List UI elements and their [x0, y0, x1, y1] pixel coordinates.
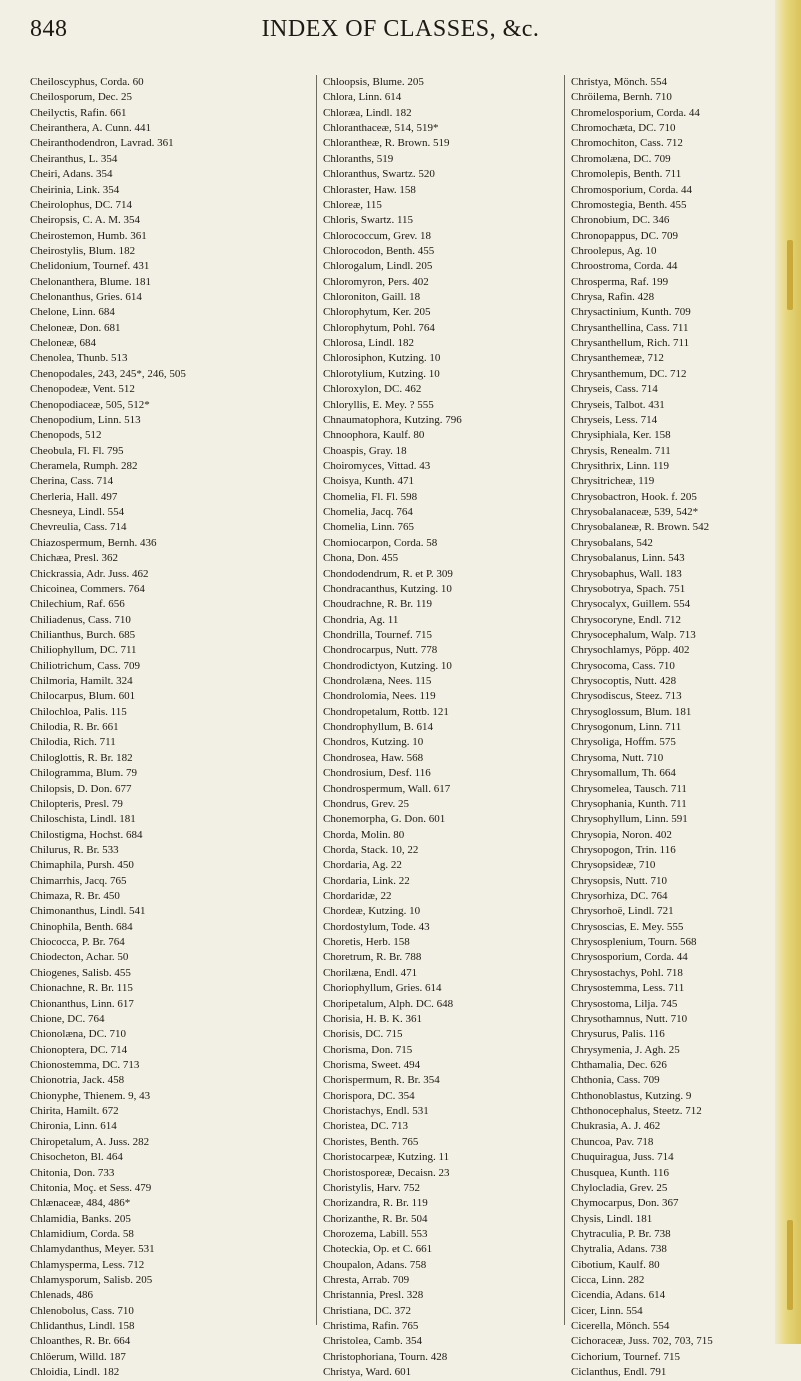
index-entry: Chromochæta, DC. 710 — [571, 122, 676, 135]
index-entry: Chondrosium, Desf. 116 — [323, 767, 431, 780]
index-entry: Chrysoliga, Hoffm. 575 — [571, 736, 676, 749]
index-entry: Chlænaceæ, 484, 486* — [30, 1197, 131, 1210]
index-entry: Chordaria, Link. 22 — [323, 874, 410, 887]
page-header — [30, 16, 771, 56]
index-entry: Chorizandra, R. Br. 119 — [323, 1197, 428, 1210]
index-entry: Chnaumatophora, Kutzing. 796 — [323, 413, 462, 426]
index-entry: Chorispermum, R. Br. 354 — [323, 1074, 440, 1087]
index-entry: Chilianthus, Burch. 685 — [30, 628, 136, 641]
index-entry: Chlorophytum, Pohl. 764 — [323, 321, 435, 334]
index-entry: Chenopodeæ, Vent. 512 — [30, 383, 135, 396]
index-entry: Chrysitricheæ, 119 — [571, 475, 655, 488]
index-entry: Cherina, Cass. 714 — [30, 475, 114, 488]
index-entry: Christima, Rafin. 765 — [323, 1320, 419, 1333]
index-entry: Chelone, Linn. 684 — [30, 306, 115, 319]
index-entry: Chorizanthe, R. Br. 504 — [323, 1212, 428, 1225]
index-entry: Chilopteris, Presl. 79 — [30, 797, 123, 810]
index-entry: Chloræa, Lindl. 182 — [323, 106, 412, 119]
index-entry: Cheiri, Adans. 354 — [30, 168, 113, 181]
index-entry: Cheloneæ, 684 — [30, 337, 96, 350]
index-entry: Chrysostoma, Lilja. 745 — [571, 997, 678, 1010]
index-entry: Ciclanthus, Endl. 791 — [571, 1366, 667, 1379]
edge-stain — [787, 240, 793, 310]
index-entry: Cheiranthera, A. Cunn. 441 — [30, 122, 151, 135]
index-entry: Chusquea, Kunth. 116 — [571, 1166, 669, 1179]
index-entry: Chrosperma, Raf. 199 — [571, 275, 669, 288]
index-entry: Chondodendrum, R. et P. 309 — [323, 567, 453, 580]
index-entry: Chilechium, Raf. 656 — [30, 598, 125, 611]
index-entry: Chloranthus, Swartz. 520 — [323, 168, 435, 181]
index-entry: Cheiropsis, C. A. M. 354 — [30, 214, 141, 227]
index-entry: Chenopodiaceæ, 505, 512* — [30, 398, 150, 411]
index-entry: Cibotium, Kaulf. 80 — [571, 1258, 660, 1271]
index-entry: Cheramela, Rumph. 282 — [30, 459, 138, 472]
index-entry: Chryseis, Cass. 714 — [571, 383, 658, 396]
index-entry: Chiodecton, Achar. 50 — [30, 951, 129, 964]
index-entry: Chitonia, Don. 733 — [30, 1166, 115, 1179]
index-entry: Chrysostemma, Less. 711 — [571, 982, 685, 995]
index-entry: Chondrus, Grev. 25 — [323, 797, 410, 810]
index-entry: Chrysithrix, Linn. 119 — [571, 459, 669, 472]
index-entry: Chloopsis, Blume. 205 — [323, 76, 424, 88]
index-entry: Cherleria, Hall. 497 — [30, 490, 118, 503]
index-entry: Chloreæ, 115 — [323, 198, 382, 211]
index-entry: Chiliophyllum, DC. 711 — [30, 644, 137, 657]
index-entry: Chorda, Molin. 80 — [323, 828, 405, 841]
index-entry: Cheirinia, Link. 354 — [30, 183, 120, 196]
index-entry: Chelidonium, Tournef. 431 — [30, 260, 150, 273]
index-entry: Chloroxylon, DC. 462 — [323, 383, 422, 396]
index-entry: Chnoophora, Kaulf. 80 — [323, 429, 425, 442]
index-entry: Chromosporium, Corda. 44 — [571, 183, 692, 196]
index-entry: Chondrospermum, Wall. 617 — [323, 782, 451, 795]
index-entry: Chrysobaphus, Wall. 183 — [571, 567, 682, 580]
index-entry: Chilochloa, Palis. 115 — [30, 705, 127, 718]
index-entry: Chytralia, Adans. 738 — [571, 1243, 667, 1256]
index-entry: Chromolepis, Benth. 711 — [571, 168, 682, 181]
index-entry: Chrysosporium, Corda. 44 — [571, 951, 688, 964]
index-entry: Chrysocoryne, Endl. 712 — [571, 613, 681, 626]
index-entry: Christolea, Camb. 354 — [323, 1335, 422, 1348]
index-entry: Chroostroma, Corda. 44 — [571, 260, 678, 273]
index-entry: Chroolepus, Ag. 10 — [571, 244, 657, 257]
index-entry: Chrysocoptis, Nutt. 428 — [571, 675, 677, 688]
index-entry: Chloanthes, R. Br. 664 — [30, 1335, 131, 1348]
index-entry: Cicendia, Adans. 614 — [571, 1289, 666, 1302]
index-entry: Chrysanthellum, Rich. 711 — [571, 337, 690, 350]
index-entry: Chrysobactron, Hook. f. 205 — [571, 490, 697, 503]
index-entry: Cheiranthus, L. 354 — [30, 152, 118, 165]
index-entry: Chrysomelea, Tausch. 711 — [571, 782, 687, 795]
index-entry: Chloris, Swartz. 115 — [323, 214, 414, 227]
index-entry: Cheloneæ, Don. 681 — [30, 321, 121, 334]
index-entry: Chionanthus, Linn. 617 — [30, 997, 134, 1010]
index-entry: Choripetalum, Alph. DC. 648 — [323, 997, 454, 1010]
index-entry: Chrysurus, Palis. 116 — [571, 1028, 665, 1041]
index-entry: Chrysobotrya, Spach. 751 — [571, 582, 686, 595]
index-entry: Chlamidium, Corda. 58 — [30, 1227, 134, 1240]
index-entry: Chorisis, DC. 715 — [323, 1028, 403, 1041]
index-entry: Chrysocoma, Cass. 710 — [571, 659, 675, 672]
index-entry: Cichorium, Tournef. 715 — [571, 1350, 681, 1363]
index-entry: Chromostegia, Benth. 455 — [571, 198, 687, 211]
index-entry: Chirita, Hamilt. 672 — [30, 1105, 119, 1118]
index-entry: Chorisma, Sweet. 494 — [323, 1059, 421, 1071]
index-entry: Chironia, Linn. 614 — [30, 1120, 117, 1133]
index-entry: Chondrophyllum, B. 614 — [323, 721, 434, 734]
index-entry: Chromolæna, DC. 709 — [571, 152, 671, 165]
index-entry: Chordaridæ, 22 — [323, 890, 392, 903]
index-entry: Chrysothamnus, Nutt. 710 — [571, 1012, 688, 1025]
index-entry: Chrysophyllum, Linn. 591 — [571, 813, 688, 826]
index-column-1 — [30, 75, 314, 1379]
index-entry: Chionyphe, Thienem. 9, 43 — [30, 1089, 151, 1102]
index-entry: Chiococca, P. Br. 764 — [30, 936, 125, 949]
index-entry: Choiromyces, Vittad. 43 — [323, 459, 431, 472]
index-entry: Chukrasia, A. J. 462 — [571, 1120, 661, 1133]
index-entry: Chorispora, DC. 354 — [323, 1089, 415, 1102]
index-entry: Chrysanthellina, Cass. 711 — [571, 321, 689, 334]
index-entry: Chionachne, R. Br. 115 — [30, 982, 133, 995]
index-entry: Chionoptera, DC. 714 — [30, 1043, 128, 1056]
index-entry: Chronobium, DC. 346 — [571, 214, 670, 227]
index-entry: Cheirostylis, Blum. 182 — [30, 244, 136, 257]
index-entry: Cicerella, Mönch. 554 — [571, 1320, 670, 1333]
index-entry: Choteckia, Op. et C. 661 — [323, 1243, 433, 1256]
index-entry: Chorisma, Don. 715 — [323, 1043, 413, 1056]
running-title: INDEX OF CLASSES, &c. — [261, 16, 540, 42]
index-entry: Chona, Don. 455 — [323, 552, 399, 565]
index-entry: Chinophila, Benth. 684 — [30, 920, 133, 933]
page-number: 848 — [30, 16, 68, 42]
index-entry: Chrysopsis, Nutt. 710 — [571, 874, 667, 887]
index-entry: Chorda, Stack. 10, 22 — [323, 843, 419, 856]
index-entry: Chlora, Linn. 614 — [323, 91, 402, 104]
index-entry: Chlorosiphon, Kutzing. 10 — [323, 352, 441, 365]
index-entry: Chloranthaceæ, 514, 519* — [323, 122, 439, 135]
index-entry: Chthonia, Cass. 709 — [571, 1074, 660, 1087]
index-entry: Chloranths, 519 — [323, 152, 394, 165]
index-entry: Chrysopia, Noron. 402 — [571, 828, 672, 841]
index-entry: Chondrolæna, Nees. 115 — [323, 675, 432, 688]
index-entry: Chimaza, R. Br. 450 — [30, 890, 120, 903]
index-entry: Chrysogonum, Linn. 711 — [571, 721, 682, 734]
index-entry: Christophoriana, Tourn. 428 — [323, 1350, 448, 1363]
index-entry: Chiloschista, Lindl. 181 — [30, 813, 136, 826]
index-entry: Chondria, Ag. 11 — [323, 613, 399, 626]
index-entry: Chrysorhoë, Lindl. 721 — [571, 905, 674, 918]
index-entry: Chionostemma, DC. 713 — [30, 1059, 140, 1071]
index-entry: Chilodia, R. Br. 661 — [30, 721, 119, 734]
index-entry: Chimonanthus, Lindl. 541 — [30, 905, 146, 918]
index-entry: Chonemorpha, G. Don. 601 — [323, 813, 446, 826]
index-entry: Chorozema, Labill. 553 — [323, 1227, 428, 1240]
index-entry: Chrysosplenium, Tourn. 568 — [571, 936, 697, 949]
index-entry: Chlorococcum, Grev. 18 — [323, 229, 432, 242]
index-entry: Chymocarpus, Don. 367 — [571, 1197, 679, 1210]
index-entry: Cheiloscyphus, Corda. 60 — [30, 76, 144, 88]
index-entry: Chrysoma, Nutt. 710 — [571, 751, 664, 764]
index-entry: Choristes, Benth. 765 — [323, 1135, 419, 1148]
index-entry: Chiliotrichum, Cass. 709 — [30, 659, 140, 672]
index-entry: Chrysobalanaceæ, 539, 542* — [571, 506, 699, 519]
index-entry: Chordaria, Ag. 22 — [323, 859, 402, 872]
index-entry: Choristachys, Endl. 531 — [323, 1105, 429, 1118]
index-entry: Cheirostemon, Humb. 361 — [30, 229, 147, 242]
index-entry: Chiogenes, Salisb. 455 — [30, 966, 131, 979]
index-entry: Choristosporeæ, Decaisn. 23 — [323, 1166, 450, 1179]
index-entry: Chenopodales, 243, 245*, 246, 505 — [30, 367, 186, 380]
index-entry: Chomelia, Jacq. 764 — [323, 506, 413, 519]
index-entry: Chloraster, Haw. 158 — [323, 183, 416, 196]
index-entry: Chondrosea, Haw. 568 — [323, 751, 424, 764]
index-entry: Chlamysporum, Salisb. 205 — [30, 1274, 153, 1287]
index-entry: Chrysoglossum, Blum. 181 — [571, 705, 692, 718]
index-entry: Chenopods, 512 — [30, 429, 102, 442]
page-edge-tint — [775, 0, 801, 1344]
index-entry: Chrysocephalum, Walp. 713 — [571, 628, 696, 641]
index-entry: Chomelia, Linn. 765 — [323, 521, 415, 534]
index-entry: Chionolæna, DC. 710 — [30, 1028, 126, 1041]
index-entry: Chuncoa, Pav. 718 — [571, 1135, 654, 1148]
index-entry: Chylocladia, Grev. 25 — [571, 1181, 668, 1194]
index-entry: Chthonoblastus, Kutzing. 9 — [571, 1089, 692, 1102]
index-entry: Cichoraceæ, Juss. 702, 703, 715 — [571, 1335, 713, 1348]
index-entry: Chlorocodon, Benth. 455 — [323, 244, 435, 257]
index-entry: Chenopodium, Linn. 513 — [30, 413, 141, 426]
index-entry: Chicoinea, Commers. 764 — [30, 582, 145, 595]
index-entry: Chrysostachys, Pohl. 718 — [571, 966, 683, 979]
index-entry: Chiliadenus, Cass. 710 — [30, 613, 131, 626]
index-entry: Chlenobolus, Cass. 710 — [30, 1304, 134, 1317]
index-entry: Chomelia, Fl. Fl. 598 — [323, 490, 418, 503]
index-entry: Chondracanthus, Kutzing. 10 — [323, 582, 452, 595]
index-entry: Chlöerum, Willd. 187 — [30, 1350, 126, 1363]
index-entry: Christannia, Presl. 328 — [323, 1289, 424, 1302]
index-entry: Choristylis, Harv. 752 — [323, 1181, 421, 1194]
index-entry: Chordostylum, Tode. 43 — [323, 920, 430, 933]
index-entry: Chlamidia, Banks. 205 — [30, 1212, 131, 1225]
index-entry: Chondrolomia, Nees. 119 — [323, 690, 436, 703]
index-entry: Chloranthеæ, R. Brown. 519 — [323, 137, 450, 150]
index-entry: Chrysa, Rafin. 428 — [571, 291, 655, 304]
index-entry: Chlamysperma, Less. 712 — [30, 1258, 145, 1271]
index-entry: Choaspis, Gray. 18 — [323, 444, 407, 457]
index-entry: Chondropetalum, Rottb. 121 — [323, 705, 449, 718]
index-entry: Chryseis, Talbot. 431 — [571, 398, 665, 411]
index-entry: Chronopappus, DC. 709 — [571, 229, 678, 242]
index-entry: Christiana, DC. 372 — [323, 1304, 411, 1317]
index-entry: Chlenads, 486 — [30, 1289, 93, 1302]
index-columns — [30, 75, 770, 1379]
index-entry: Chorilæna, Endl. 471 — [323, 966, 418, 979]
index-entry: Chelonanthera, Blume. 181 — [30, 275, 151, 288]
index-entry: Chilostigma, Hochst. 684 — [30, 828, 143, 841]
index-entry: Chrysymenia, J. Agh. 25 — [571, 1043, 680, 1056]
index-entry: Cicer, Linn. 554 — [571, 1304, 643, 1317]
index-entry: Chitonia, Moç. et Sess. 479 — [30, 1181, 152, 1194]
index-entry: Chlorophytum, Ker. 205 — [323, 306, 431, 319]
index-entry: Chrysoscias, E. Mey. 555 — [571, 920, 684, 933]
index-entry: Chloidia, Lindl. 182 — [30, 1366, 120, 1379]
index-entry: Chthamalia, Dec. 626 — [571, 1059, 667, 1071]
index-entry: Chrysopsideæ, 710 — [571, 859, 656, 872]
index-entry: Cheilosporum, Dec. 25 — [30, 91, 133, 104]
index-entry: Chondros, Kutzing. 10 — [323, 736, 424, 749]
index-entry: Chrysorhiza, DC. 764 — [571, 890, 668, 903]
index-entry: Chilurus, R. Br. 533 — [30, 843, 119, 856]
index-entry: Choretis, Herb. 158 — [323, 936, 410, 949]
edge-stain — [787, 1220, 793, 1310]
index-entry: Chevreulia, Cass. 714 — [30, 521, 127, 534]
index-entry: Christya, Mönch. 554 — [571, 76, 667, 88]
index-entry: Chloroniton, Gaill. 18 — [323, 291, 421, 304]
index-entry: Chromelosporium, Corda. 44 — [571, 106, 700, 119]
index-column-2 — [316, 75, 564, 1379]
index-entry: Choristea, DC. 713 — [323, 1120, 408, 1133]
index-entry: Chisocheton, Bl. 464 — [30, 1151, 123, 1164]
index-entry: Chloromyron, Pers. 402 — [323, 275, 429, 288]
index-entry: Chrysochlamys, Pöpp. 402 — [571, 644, 690, 657]
index-entry: Chromochiton, Cass. 712 — [571, 137, 683, 150]
index-entry: Cheiranthodendron, Lavrad. 361 — [30, 137, 174, 150]
index-entry: Choupalon, Adans. 758 — [323, 1258, 427, 1271]
index-entry: Chrysanthemeæ, 712 — [571, 352, 664, 365]
index-entry: Chiropetalum, A. Juss. 282 — [30, 1135, 150, 1148]
index-entry: Choristocarpeæ, Kutzing. 11 — [323, 1151, 450, 1164]
index-entry: Chorisia, H. B. K. 361 — [323, 1012, 422, 1025]
index-entry: Chilmoria, Hamilt. 324 — [30, 675, 133, 688]
index-entry: Chondrocarpus, Nutt. 778 — [323, 644, 438, 657]
index-entry: Chrysanthemum, DC. 712 — [571, 367, 687, 380]
index-entry: Chione, DC. 764 — [30, 1012, 105, 1025]
index-entry: Chrysocalyx, Guillem. 554 — [571, 598, 691, 611]
index-entry: Chrysodiscus, Steez. 713 — [571, 690, 682, 703]
index-entry: Chilogramma, Blum. 79 — [30, 767, 137, 780]
index-entry: Chryseis, Less. 714 — [571, 413, 658, 426]
index-entry: Chilodia, Rich. 711 — [30, 736, 116, 749]
index-entry: Chrysobalans, 542 — [571, 536, 653, 549]
index-entry: Chrysiphiala, Ker. 158 — [571, 429, 671, 442]
index-entry: Chordeæ, Kutzing. 10 — [323, 905, 421, 918]
index-entry: Chiloglottis, R. Br. 182 — [30, 751, 133, 764]
index-entry: Chionotria, Jack. 458 — [30, 1074, 125, 1087]
index-entry: Chlorotylium, Kutzing. 10 — [323, 367, 440, 380]
index-entry: Chloryllis, E. Mey. ? 555 — [323, 398, 434, 411]
index-entry: Chimarrhis, Jacq. 765 — [30, 874, 127, 887]
index-entry: Cicca, Linn. 282 — [571, 1274, 645, 1287]
index-entry: Chrysopogon, Trin. 116 — [571, 843, 676, 856]
index-entry: Chytraculia, P. Br. 738 — [571, 1227, 671, 1240]
index-entry: Chrysophania, Kunth. 711 — [571, 797, 687, 810]
index-entry: Chlamydanthus, Meyer. 531 — [30, 1243, 155, 1256]
index-entry: Chlorogalum, Lindl. 205 — [323, 260, 433, 273]
index-entry: Chuquiragua, Juss. 714 — [571, 1151, 674, 1164]
index-column-3 — [564, 75, 774, 1379]
index-entry: Chomiocarpon, Corda. 58 — [323, 536, 438, 549]
index-entry: Chondrilla, Tournef. 715 — [323, 628, 433, 641]
index-entry: Chröilema, Bernh. 710 — [571, 91, 672, 104]
index-entry: Chondrodictyon, Kutzing. 10 — [323, 659, 452, 672]
index-entry: Chysis, Lindl. 181 — [571, 1212, 653, 1225]
index-entry: Chesneya, Lindl. 554 — [30, 506, 125, 519]
index-entry: Chrysobalanus, Linn. 543 — [571, 552, 685, 565]
index-entry: Chickrassia, Adr. Juss. 462 — [30, 567, 149, 580]
index-entry: Choudrachne, R. Br. 119 — [323, 598, 432, 611]
index-entry: Chlorosa, Lindl. 182 — [323, 337, 415, 350]
index-entry: Chrysis, Renealm. 711 — [571, 444, 671, 457]
index-entry: Chilopsis, D. Don. 677 — [30, 782, 132, 795]
index-entry: Chrysobalaneæ, R. Brown. 542 — [571, 521, 710, 534]
index-entry: Chresta, Arrab. 709 — [323, 1274, 410, 1287]
index-entry: Cheilyctis, Rafin. 661 — [30, 106, 127, 119]
index-entry: Chelonanthus, Gries. 614 — [30, 291, 142, 304]
index-entry: Chichæa, Presl. 362 — [30, 552, 118, 565]
index-entry: Choriophyllum, Gries. 614 — [323, 982, 442, 995]
index-entry: Christya, Ward. 601 — [323, 1366, 412, 1379]
index-entry: Choisya, Kunth. 471 — [323, 475, 415, 488]
index-entry: Chthonocephalus, Steetz. 712 — [571, 1105, 702, 1118]
index-entry: Chiazospermum, Bernh. 436 — [30, 536, 157, 549]
index-entry: Cheirolophus, DC. 714 — [30, 198, 133, 211]
index-entry: Cheobula, Fl. Fl. 795 — [30, 444, 124, 457]
index-entry: Chilocarpus, Blum. 601 — [30, 690, 136, 703]
index-entry: Chimaphila, Pursh. 450 — [30, 859, 134, 872]
index-entry: Chlidanthus, Lindl. 158 — [30, 1320, 135, 1333]
index-entry: Chenolea, Thunb. 513 — [30, 352, 128, 365]
index-entry: Chrysactinium, Kunth. 709 — [571, 306, 691, 319]
index-entry: Chrysomallum, Th. 664 — [571, 767, 676, 780]
index-entry: Choretrum, R. Br. 788 — [323, 951, 422, 964]
